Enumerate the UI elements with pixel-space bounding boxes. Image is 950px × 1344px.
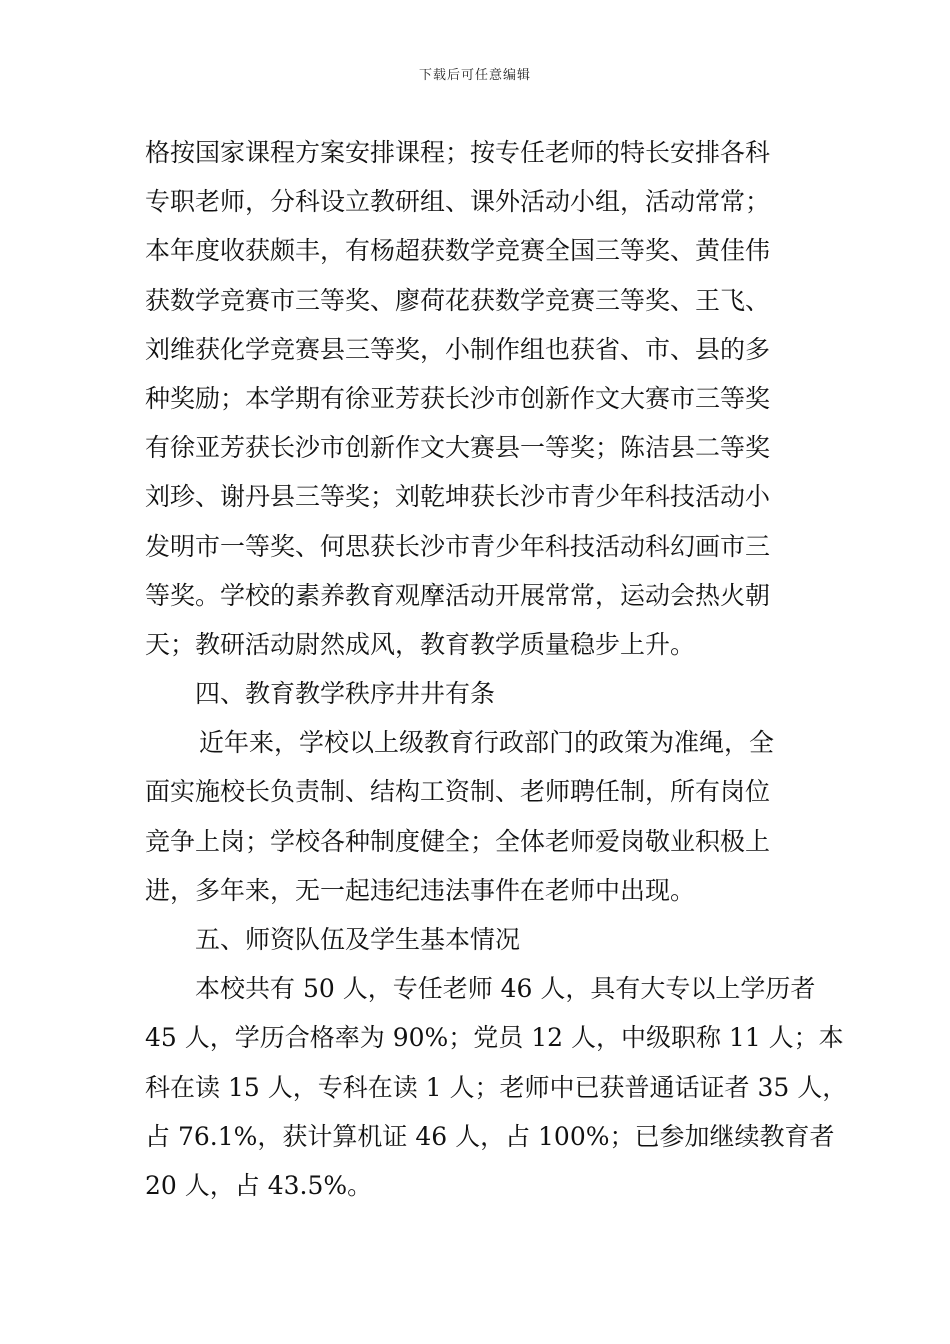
paragraph-line: 本年度收获颇丰，有杨超获数学竞赛全国三等奖、黄佳伟 xyxy=(145,236,771,266)
paragraph-line: 刘维获化学竞赛县三等奖，小制作组也获省、市、县的多 xyxy=(145,334,771,364)
paragraph-line: 进，多年来，无一起违纪违法事件在老师中出现。 xyxy=(145,875,696,905)
paragraph-line: 获数学竞赛市三等奖、廖荷花获数学竞赛三等奖、王飞、 xyxy=(145,285,771,315)
paragraph-line: 天；教研活动尉然成风，教育教学质量稳步上升。 xyxy=(145,629,696,659)
paragraph-line: 本校共有 50 人，专任老师 46 人，具有大专以上学历者 xyxy=(195,974,816,1004)
section-heading-5: 五、师资队伍及学生基本情况 xyxy=(195,925,521,954)
paragraph-line: 种奖励；本学期有徐亚芳获长沙市创新作文大赛市三等奖 xyxy=(145,383,771,413)
paragraph-line: 面实施校长负责制、结构工资制、老师聘任制，所有岗位 xyxy=(145,777,771,807)
paragraph-line: 45 人，学历合格率为 90%；党员 12 人，中级职称 11 人；本 xyxy=(145,1023,844,1053)
paragraph-line: 竞争上岗；学校各种制度健全；全体老师爱岗敬业积极上 xyxy=(145,826,771,856)
paragraph-line: 占 76.1%，获计算机证 46 人，占 100%；已参加继续教育者 xyxy=(145,1121,835,1151)
paragraph-line: 发明市一等奖、何思获长沙市青少年科技活动科幻画市三 xyxy=(145,531,771,561)
paragraph-line: 有徐亚芳获长沙市创新作文大赛县一等奖；陈洁县二等奖 xyxy=(145,433,771,463)
document-body xyxy=(145,128,848,1210)
paragraph-line: 等奖。学校的素养教育观摩活动开展常常，运动会热火朝 xyxy=(145,580,771,610)
paragraph-line: 刘珍、谢丹县三等奖；刘乾坤获长沙市青少年科技活动小 xyxy=(145,482,771,512)
paragraph-line: 科在读 15 人，专科在读 1 人；老师中已获普通话证者 35 人， xyxy=(145,1072,848,1102)
paragraph-line: 专职老师，分科设立教研组、课外活动小组，活动常常； xyxy=(145,187,771,217)
paragraph-line: 20 人，占 43.5%。 xyxy=(145,1170,373,1200)
page-header: 下载后可任意编辑 xyxy=(418,68,531,83)
paragraph-line: 格按国家课程方案安排课程；按专任老师的特长安排各科 xyxy=(145,138,771,167)
paragraph-line: 近年来，学校以上级教育行政部门的政策为准绳，全 xyxy=(199,728,775,758)
section-heading-4: 四、教育教学秩序井井有条 xyxy=(195,679,496,709)
